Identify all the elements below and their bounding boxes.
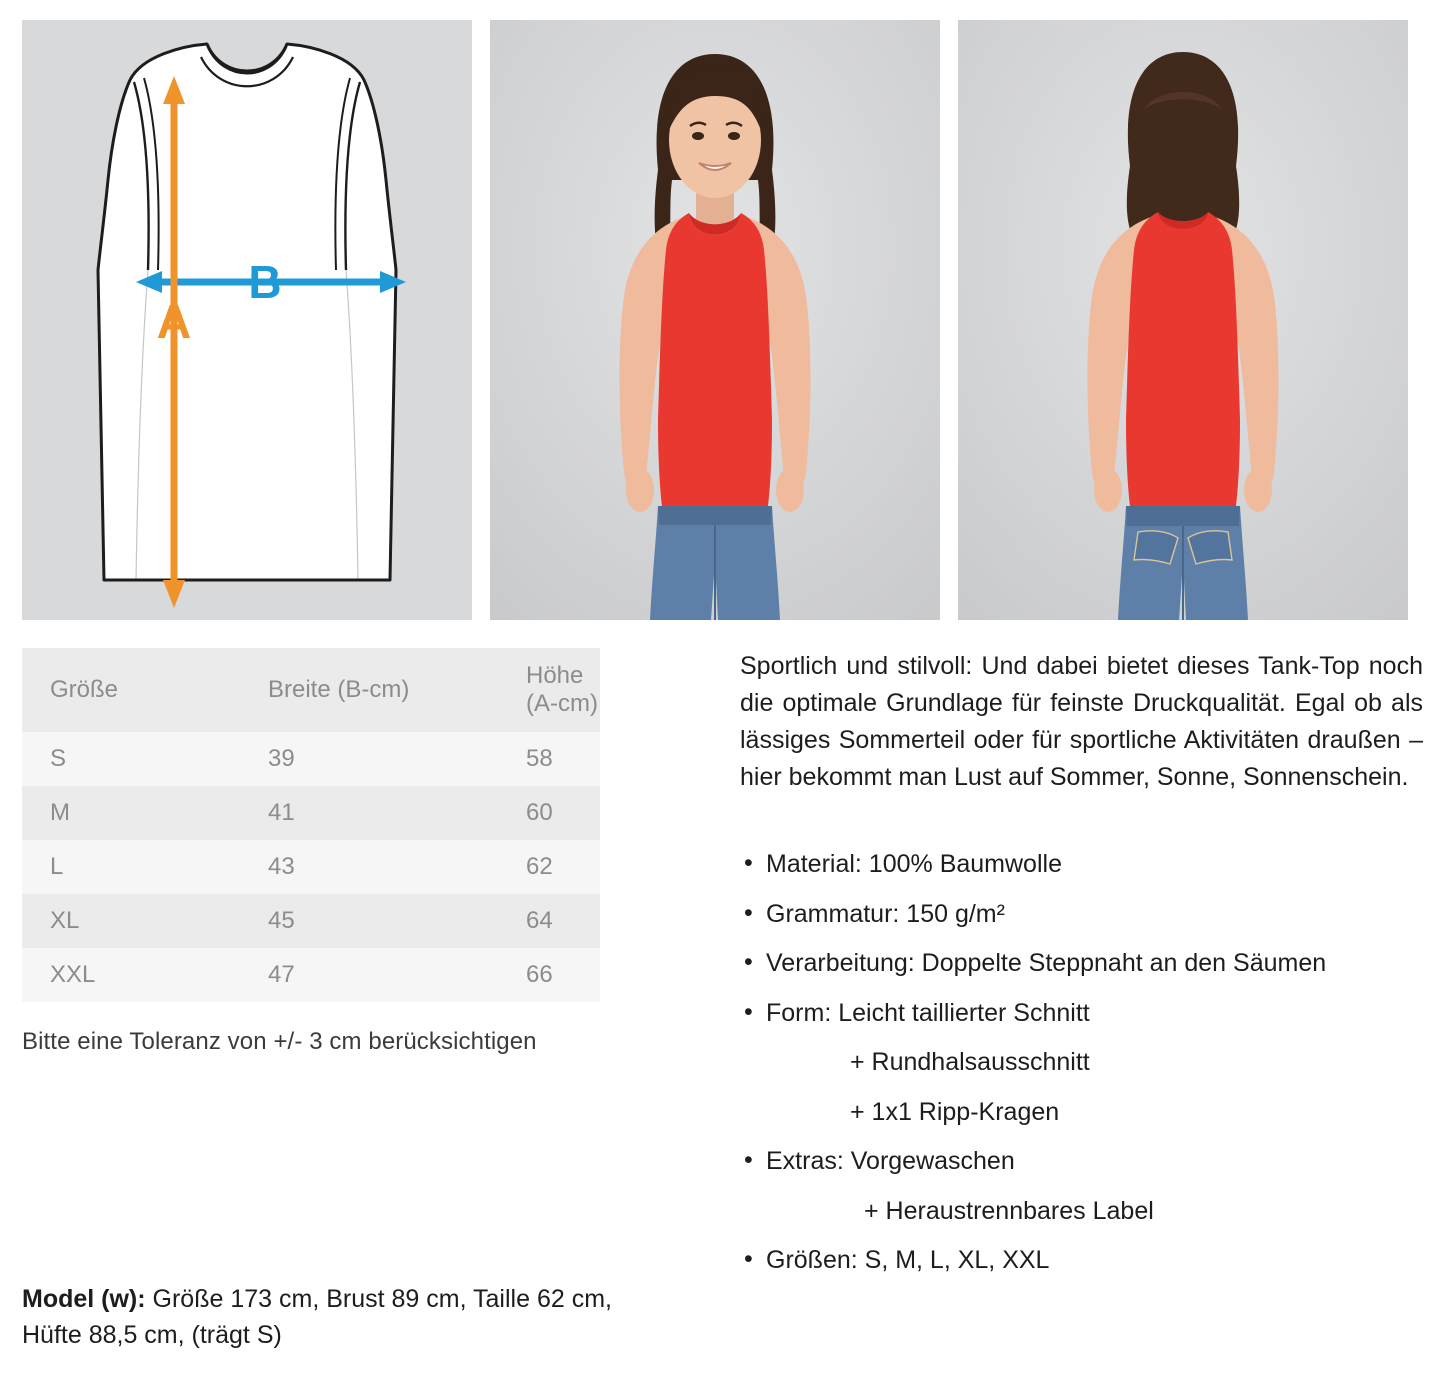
size-table-head — [22, 648, 600, 732]
cell-width: 39 — [268, 745, 295, 772]
table-header-row — [22, 648, 600, 732]
model-front-photo — [490, 20, 940, 620]
model-back-photo — [958, 20, 1408, 620]
table-row — [22, 840, 600, 894]
table-row — [22, 948, 600, 1002]
cell-height: 64 — [526, 907, 553, 934]
width-label: B — [248, 256, 282, 308]
feature-list — [740, 848, 1423, 1277]
table-row — [22, 732, 600, 786]
cell-width: 43 — [268, 853, 295, 880]
column-header-width: Breite (B-cm) — [268, 676, 410, 703]
list-item: • Material: 100% Baumwolle — [740, 848, 1423, 881]
cell-height: 62 — [526, 853, 553, 880]
cell-height: 58 — [526, 745, 553, 772]
size-table — [22, 648, 600, 1002]
cell-width: 45 — [268, 907, 295, 934]
cell-width: 47 — [268, 961, 295, 988]
cell-height: 60 — [526, 799, 553, 826]
table-row — [22, 894, 600, 948]
model-front-illustration — [490, 20, 940, 620]
cell-height: 66 — [526, 961, 553, 988]
model-info-line1: Größe 173 cm, Brust 89 cm, Taille 62 cm, — [145, 1285, 612, 1313]
cell-width: 41 — [268, 799, 295, 826]
model-back-illustration — [958, 20, 1408, 620]
details-section — [0, 620, 1445, 1294]
column-header-size: Größe — [50, 676, 119, 703]
technical-drawing-card — [22, 20, 472, 620]
product-description: Sportlich und stilvoll: Und dabei bietet dieses Tank-Top noch die optimale Grundlage für feinste Druckqualität. Egal ob als lässiges Sommerteil oder für sportliche Aktivitäten draußen – hier bekommt man Lust auf Sommer, Sonne, Sonnenschein. — [740, 652, 1423, 791]
model-info-line2: Hüfte 88,5 cm, (trägt S) — [22, 1320, 282, 1349]
cell-size: XXL — [50, 961, 96, 988]
list-item: • Extras: Vorgewaschen — [740, 1145, 1423, 1178]
cell-size: XL — [50, 907, 80, 934]
description-column — [722, 648, 1423, 1294]
model-info — [22, 1282, 712, 1353]
list-item: • Verarbeitung: Doppelte Steppnaht an den Säumen — [740, 947, 1423, 980]
tolerance-note: Bitte eine Toleranz von +/- 3 cm berücksichtigen — [22, 1028, 537, 1055]
list-item-sub: + Heraustrennbares Label — [864, 1196, 1154, 1225]
cell-size: L — [50, 853, 64, 880]
product-images-row — [0, 0, 1445, 620]
list-item-sub: + Rundhalsausschnitt — [850, 1048, 1090, 1076]
model-info-label: Model (w): — [22, 1285, 146, 1313]
size-table-body — [22, 732, 600, 1002]
tank-top-technical-drawing — [22, 20, 472, 620]
cell-size: M — [50, 799, 70, 826]
list-item: • Grammatur: 150 g/m² — [740, 898, 1423, 931]
list-item-sub: + 1x1 Ripp-Kragen — [850, 1097, 1060, 1126]
cell-size: S — [50, 745, 67, 772]
table-row — [22, 786, 600, 840]
size-chart-column — [22, 648, 722, 1294]
height-label: A — [156, 296, 192, 349]
column-header-height: Höhe (A-cm) — [526, 662, 598, 717]
list-item: • Größen: S, M, L, XL, XXL — [740, 1244, 1423, 1277]
list-item: • Form: Leicht taillierter Schnitt — [740, 997, 1423, 1030]
